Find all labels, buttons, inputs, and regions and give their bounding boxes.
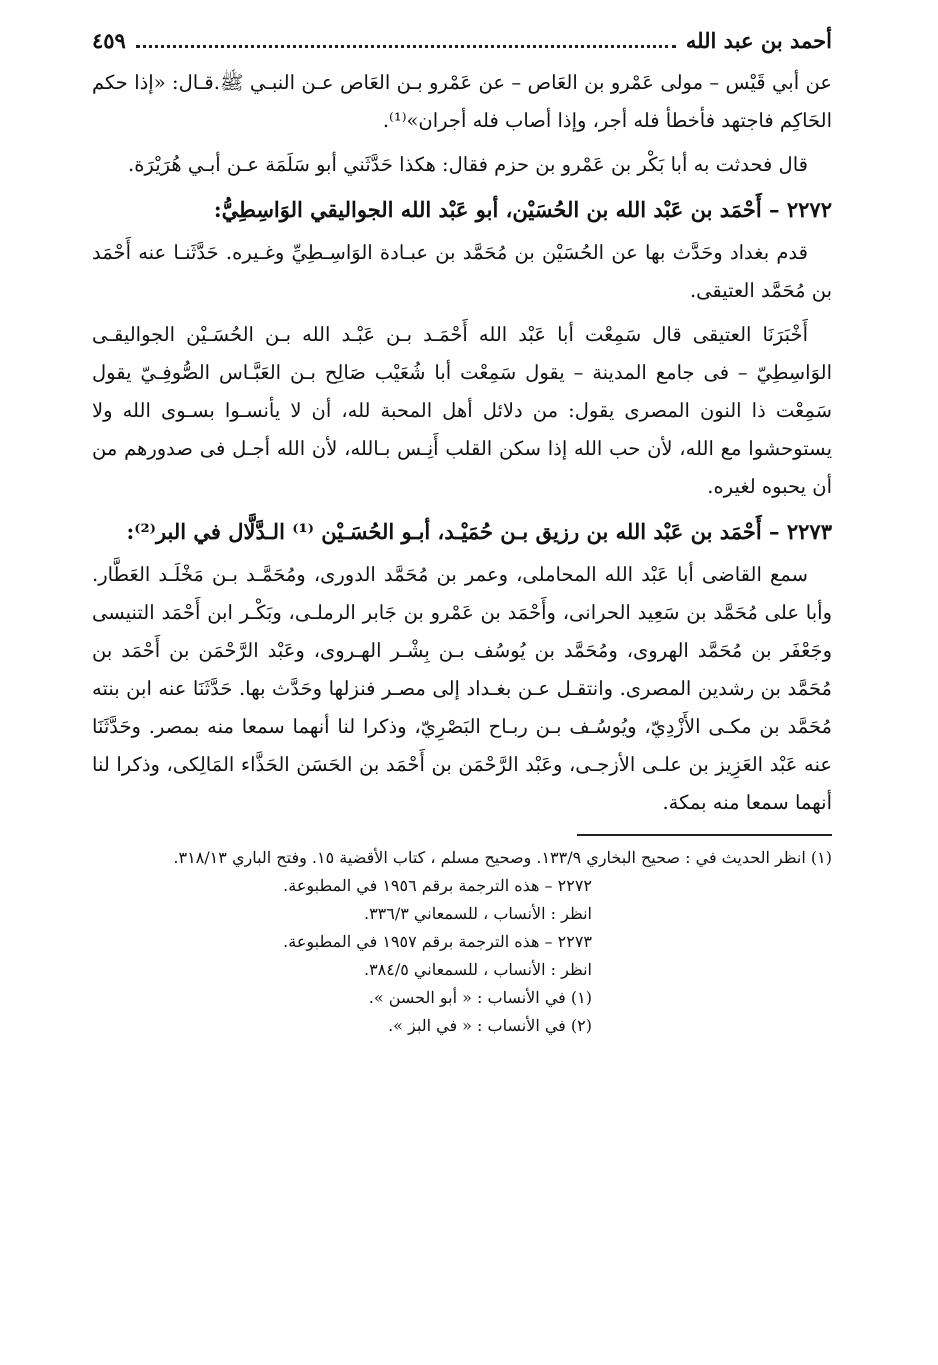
footnotes xyxy=(92,844,832,1040)
footnote: ٢٢٧٢ – هذه الترجمة برقم ١٩٥٦ في المطبوعة. xyxy=(283,876,592,895)
page-number: ٤٥٩ xyxy=(92,28,126,53)
body-paragraph: أَخْبَرَنَا العتيقى قال سَمِعْت أبا عَبْد الله أَحْمَـد بـن عَبْـد الله بـن الحُسَـيْن الجواليقـى الوَاسِطِيّ – فى جامع المدينة – يقول سَمِعْت أبا شُعَيْب صَالِح بـن العَبَّـاس الصُّوفِـيّ يقول سَمِعْت ذا النون المصرى يقول: من دلائل أهل المحبة لله، أن لا يأنسـوا بسـوى الله ولا يستوحشوا مع الله، لأن حب الله إذا سكن القلب أَنِـس بـالله، لأن الله أجـل فى صدورهم من أن يحبوه لغيره. xyxy=(92,323,832,498)
footnote: (١) انظر الحديث في : صحيح البخاري ١٣٣/٩. وصحيح مسلم ، كتاب الأقضية ١٥. وفتح الباري ٣١٨/١٣. xyxy=(173,848,832,867)
body-paragraph: قال فحدثت به أبا بَكْر بن عَمْرو بن حزم فقال: هكذا حَدَّثَني أبو سَلَمَة عـن أبـي هُرَيْرَة. xyxy=(128,153,808,176)
body-paragraph: سمع القاضى أبا عَبْد الله المحاملى، وعمر بن مُحَمَّد الدورى، ومُحَمَّـد بـن مَخْلَـد العَطَّار. وأبا على مُحَمَّد بن سَعِيد الحرانى، وأَحْمَد بن عَمْرو بن جَابر الرملـى، وبَكْـر ابن أَحْمَد التنيسى وجَعْفَر بن مُحَمَّد الهروى، ومُحَمَّد بن يُوسُف بـن بِشْـر الهـروى، وعَبْد الرَّحْمَن بن أَحْمَد بن مُحَمَّد بن رشدين المصرى. وانتقـل عـن بغـداد إلى مصـر فنزلها وحَدَّث بها. حَدَّثَنَا عنه ابن بنته مُحَمَّد بن مكـى الأَزْدِيّ، ويُوسُـف بـن ربـاح البَصْرِيّ، وذكرا لنا أنهما سمعا منه بمصر. وحَدَّثَنَا عنه عَبْد العَزِيز بن علـى الأزجـى، وعَبْد الرَّحْمَن بن أَحْمَد بن الحَسَن الحَذَّاء المَالِكى، وذكرا لنا أنهما سمعا منه بمكة. xyxy=(92,563,832,814)
running-title: أحمد بن عبد الله xyxy=(685,28,832,53)
footnote: ٢٢٧٣ – هذه الترجمة برقم ١٩٥٧ في المطبوعة. xyxy=(283,932,592,951)
entry-heading-2273: ٢٢٧٣ – أَحْمَد بن عَبْد الله بن رزيق بـن حُمَيْـد، أبـو الحُسَـيْن ⁽¹⁾ الـدَّلَّال في البر⁽²⁾: xyxy=(126,519,832,544)
entry-heading-2272: ٢٢٧٢ – أَحْمَد بن عَبْد الله بن الحُسَيْن، أبو عَبْد الله الجواليقي الوَاسِطِيُّ: xyxy=(213,197,832,222)
footnote: انظر : الأنساب ، للسمعاني ٣٨٤/٥. xyxy=(363,960,592,979)
book-page xyxy=(92,28,832,1040)
footnote: (٢) في الأنساب : « في البز ». xyxy=(388,1016,592,1035)
footnote-separator xyxy=(577,834,832,836)
footnote: (١) في الأنساب : « أبو الحسن ». xyxy=(368,988,592,1007)
leader-dots xyxy=(136,45,676,48)
body-paragraph: قدم بغداد وحَدَّث بها عن الحُسَيْن بن مُحَمَّد بن عبـادة الوَاسِـطِيِّ وغـيره. حَدَّثَنـا عنه أَحْمَد بن مُحَمَّد العتيقى. xyxy=(92,241,832,302)
running-header xyxy=(92,28,832,64)
footnote: انظر : الأنساب ، للسمعاني ٣٣٦/٣. xyxy=(363,904,592,923)
body-paragraph: عن أبي قَيْس – مولى عَمْرو بن العَاص – عن عَمْرو بـن العَاص عـن النبـي ﷺ.قـال: «إذا حكم الحَاكِم فاجتهد فأخطأ فله أجر، وإذا أصاب فله أجران»⁽¹⁾. xyxy=(92,71,832,132)
